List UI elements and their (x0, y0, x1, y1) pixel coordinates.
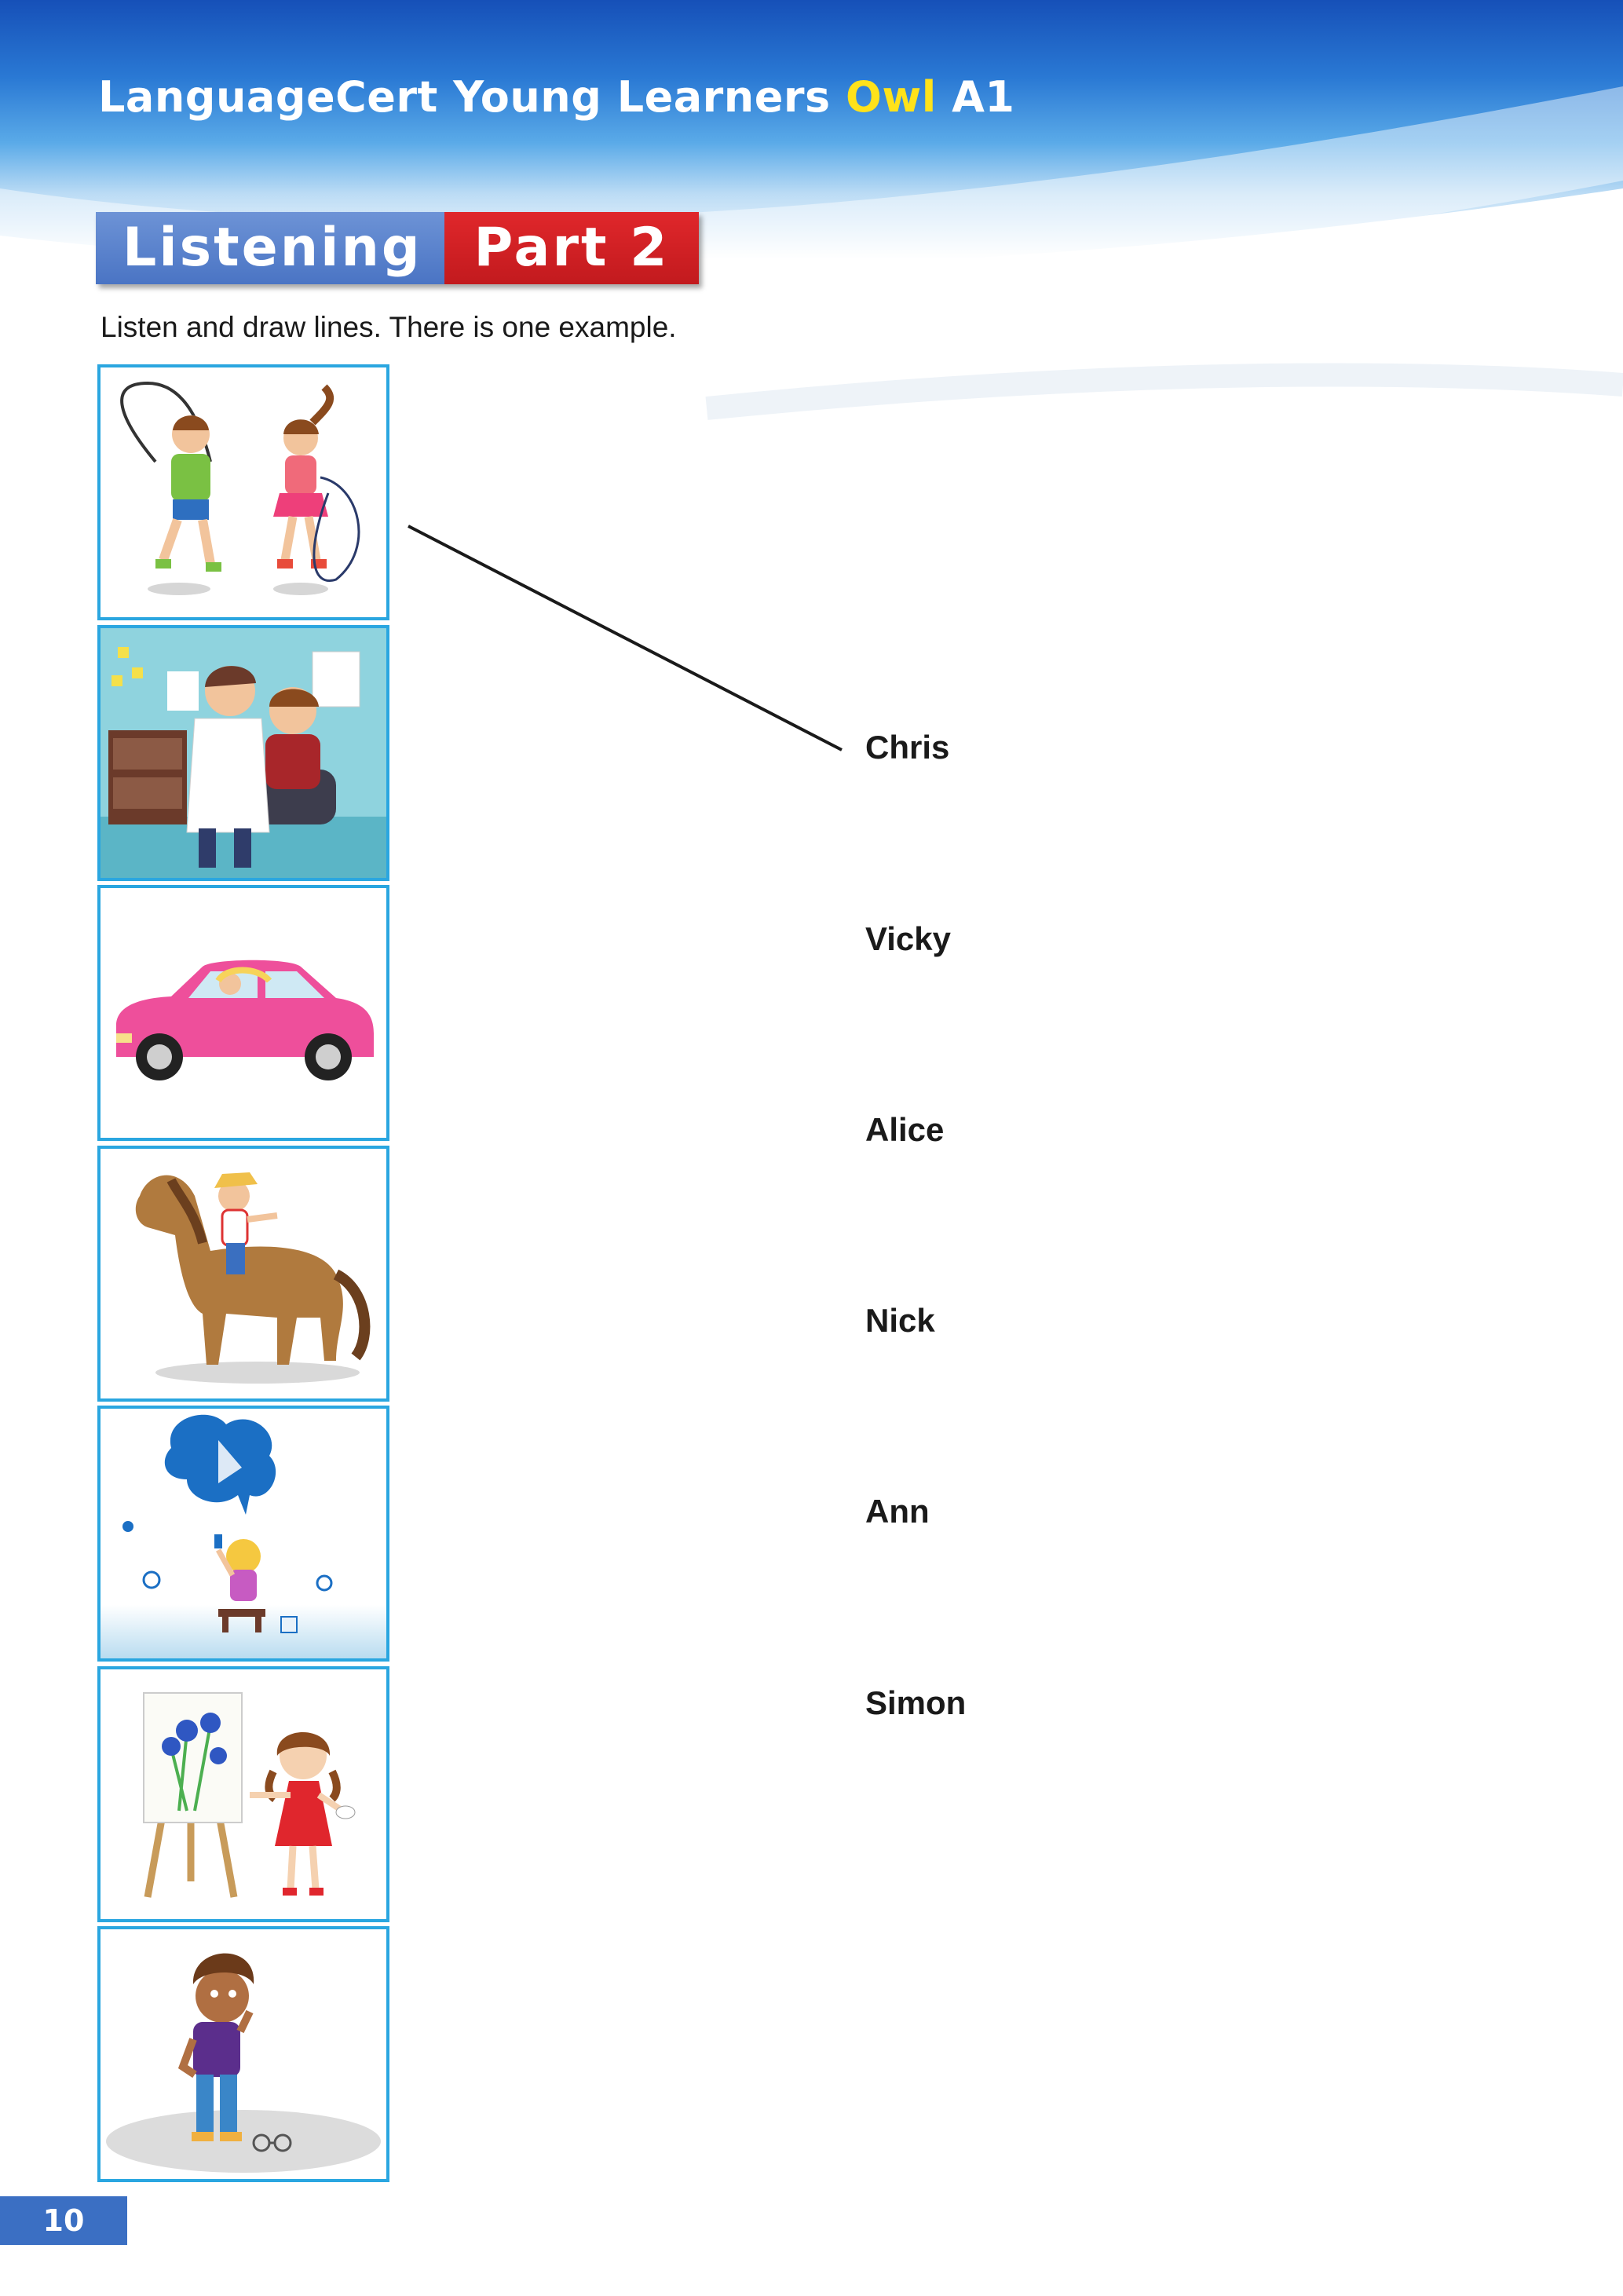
girl-painting-wall-icon (101, 1409, 386, 1658)
instruction-text: Listen and draw lines. There is one example. (101, 311, 677, 343)
dentist-examining-child-icon (101, 628, 386, 878)
name-label-simon[interactable]: Simon (865, 1684, 967, 1721)
name-label-vicky[interactable]: Vicky (865, 920, 951, 957)
section-heading (96, 212, 699, 284)
picture-frame-5[interactable] (97, 1406, 389, 1662)
picture-frame-7[interactable] (97, 1926, 389, 2182)
boy-looking-for-glasses-icon (101, 1929, 386, 2179)
level-name: Owl (845, 72, 937, 122)
series-prefix: LanguageCert Young Learners (98, 72, 831, 122)
name-label-nick[interactable]: Nick (865, 1302, 935, 1339)
name-label-ann[interactable]: Ann (865, 1493, 930, 1530)
picture-frame-6[interactable] (97, 1666, 389, 1922)
girl-riding-horse-icon (101, 1149, 386, 1398)
picture-frame-3[interactable] (97, 885, 389, 1141)
level-code: A1 (952, 72, 1015, 122)
girl-painting-flowers-icon (101, 1669, 386, 1919)
picture-frame-1[interactable] (97, 364, 389, 620)
page-number: 10 (0, 2196, 127, 2245)
picture-frame-4[interactable] (97, 1146, 389, 1402)
section-part: Part 2 (444, 212, 700, 284)
children-skipping-rope-icon (101, 367, 386, 617)
section-skill: Listening (96, 212, 444, 284)
series-title (98, 72, 1014, 122)
name-label-chris[interactable]: Chris (865, 729, 950, 766)
name-label-alice[interactable]: Alice (865, 1111, 945, 1148)
girl-driving-pink-car-icon (101, 888, 386, 1138)
picture-frame-2[interactable] (97, 625, 389, 881)
